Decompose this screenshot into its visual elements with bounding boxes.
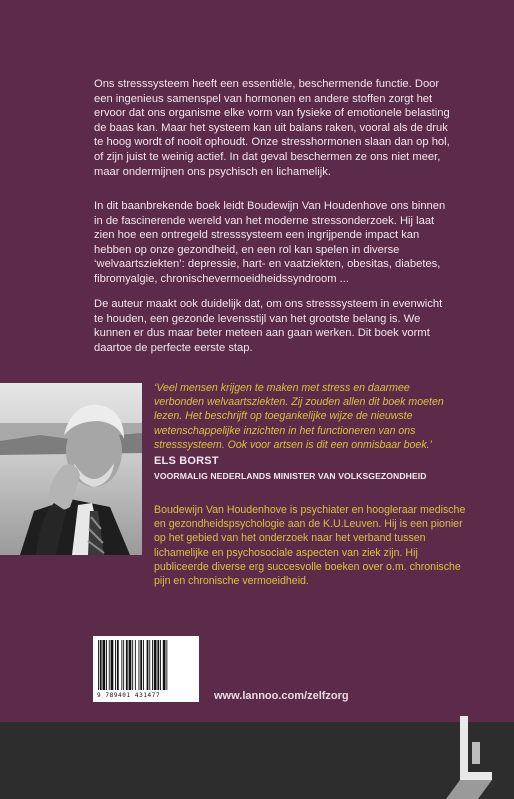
footer-band (0, 722, 514, 799)
website-link[interactable]: www.lannoo.com/zelfzorg (214, 690, 349, 702)
author-photo (0, 383, 142, 555)
description-paragraph-3: De auteur maakt ook duidelijk dat, om ons stresssysteem in evenwicht te houden, een gezonde levensstijl van het grootste belang is. We kunnen er dus maar beter meteen aan gaan werken. Dit boek vormt daartoe de perfecte eerste stap. (94, 298, 443, 354)
lannoo-logo-icon (446, 716, 494, 799)
description-paragraph-1: Ons stresssysteem heeft een essentiële, beschermende functie. Door een ingenieus samenspel van hormonen en andere stoffen zorgt het ervoor dat ons organisme elke vorm van fysieke of emotionele belasting de baas kan. Maar het systeem kan uit balans raken, vooral als de druk te hoog wordt of nooit ophoudt. Onze stresshormonen slaan dan op hol, of zijn juist te weinig actief. In dat geval beschermen ze ons niet meer, maar ondermijnen ons psychisch en lichamelijk. (94, 78, 450, 178)
quote-author-role: VOORMALIG NEDERLANDS MINISTER VAN VOLKSGEZONDHEID (154, 471, 427, 481)
isbn-number: 9 789401 431477 (97, 692, 161, 699)
isbn-barcode (93, 636, 199, 702)
quote-author: ELS BORST (154, 455, 219, 467)
author-bio: Boudewijn Van Houdenhove is psychiater en hoogleraar medische en gezondheidspsychologie aan de K.U.Leuven. Hij is een pionier op het gebied van het onderzoek naar het verband tussen lichamelijke en psychosociale aspecten van ziek zijn. Hij publiceerde diverse erg succesvolle boeken over o.m. chronische pijn en chronische vermoeidheid. (154, 504, 466, 588)
description-paragraph-2: In dit baanbrekende boek leidt Boudewijn Van Houdenhove ons binnen in de fascinerende wereld van het moderne stressonderzoek. Hij laat zien hoe een ontregeld stresssysteem een ingrijpende impact kan hebben op onze gezondheid, en een rol kan spelen in diverse ‘welvaartsziekten’: depressie, hart- en vaatziekten, obesitas, diabetes, fibromyalgie, chronischevermoeidheidssyndroom ... (94, 200, 446, 285)
endorsement-quote: ‘Veel mensen krijgen te maken met stress en daarmee verbonden welvaartsziekten. Zij zouden allen dit boek moeten lezen. Het beschrijft op toegankelijke wijze de nieuwste wetenschappelijke inzichten in het functioneren van ons stresssysteem. Ook voor artsen is dit een onmisbaar boek.’ (154, 382, 444, 451)
